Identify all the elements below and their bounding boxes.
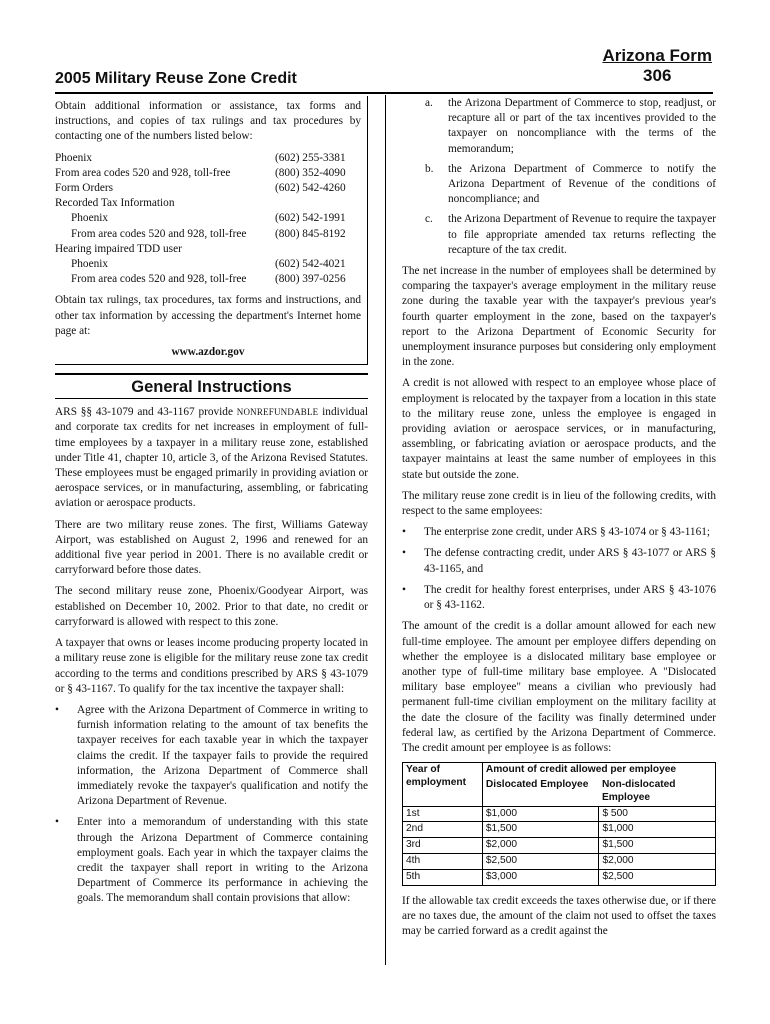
- list-item: • The enterprise zone credit, under ARS § 43-1074 or § 43-1161;: [402, 525, 716, 540]
- table-cell-dislocated: $1,000: [482, 806, 599, 822]
- contact-label: Phoenix: [55, 151, 93, 164]
- table-cell-dislocated: $1,500: [482, 822, 599, 838]
- section-rule: [55, 373, 368, 375]
- bullet-list: [402, 525, 716, 613]
- list-marker: c.: [425, 213, 433, 226]
- section-heading: General Instructions: [55, 376, 368, 399]
- paragraph: There are two military reuse zones. The first, Williams Gateway Airport, was established on August 2, 1996 and renewed for an additional five year period in 2001. There is no available credit or carryforward before those dates.: [55, 518, 368, 577]
- list-text: the Arizona Department of Revenue to require the taxpayer to file appropriate amended tax returns reflecting the recapture of the tax credit.: [448, 213, 716, 256]
- table-cell-dislocated: $2,000: [482, 838, 599, 854]
- contact-label: Form Orders: [55, 182, 114, 195]
- table-cell-year: 4th: [403, 853, 483, 869]
- form-number: [602, 46, 712, 86]
- list-item: [402, 212, 716, 258]
- paragraph: A taxpayer that owns or leases income producing property located in a military reuse zone is eligible for the military reuse zone tax credit according to the terms and conditions prescribed by ARS § 43-1079 or § 43-1167. To qualify for the tax incentive the taxpayer shall:: [55, 637, 368, 695]
- text-span: ARS §§ 43-1079 and 43-1167 provide: [55, 406, 237, 419]
- table-cell-year: 1st: [403, 806, 483, 822]
- list-text: the Arizona Department of Commerce to stop, readjust, or recapture all or part of the tax incentives provided to the taxpayer on noncompliance with the terms of the memorandum;: [448, 97, 716, 155]
- list-item: • Agree with the Arizona Department of Commerce in writing to furnish information relating to the amount of tax benefits the taxpayer receives for each taxable year in which the taxpayer claims the credit. If the taxpayer fails to provide the required information, the Arizona Department of Commerce shall immediately revoke the taxpayer's qualification and notify the Arizona Department of Revenue.: [55, 703, 368, 809]
- table-cell-non-dislocated: $2,000: [599, 853, 716, 869]
- contact-row: [55, 181, 361, 196]
- list-item: [402, 162, 716, 208]
- contact-row: [55, 166, 361, 181]
- title-rule: [55, 92, 713, 94]
- credit-amount-table: [402, 762, 716, 885]
- form-number-line1: Arizona Form: [602, 46, 712, 65]
- contact-number: (602) 542-4260: [275, 182, 346, 195]
- column-divider: [385, 95, 386, 965]
- contact-label: From area codes 520 and 928, toll-free: [55, 166, 231, 179]
- paragraph: The net increase in the number of employees shall be determined by comparing the taxpayer's average employment in the military reuse zone during the taxable year with the taxpayer's previous year's fourth quarter employment in the zone, based on the taxpayer's report to the Arizona Department of Economic Security for unemployment insurance purposes but considering only employment in the zone.: [402, 265, 716, 369]
- bullet-list: [55, 703, 368, 907]
- text-span: individual and corporate tax credits for net increases in employment of full-time employees by a taxpayer in a military reuse zone, established under Title 41, chapter 10, article 3, of the Arizona Revised Statutes. These employees must be engaged primarily in providing aviation or aerospace services, or in manufacturing, assembling, or fabricating aviation or aerospace products.: [55, 406, 368, 510]
- document-title: 2005 Military Reuse Zone Credit: [55, 70, 297, 87]
- form-number-line2: 306: [643, 66, 672, 85]
- contact-row: [55, 242, 361, 257]
- list-item: • The defense contracting credit, under ARS § 43-1077 or ARS § 43-1165, and: [402, 546, 716, 576]
- contact-number: (800) 397-0256: [275, 273, 346, 286]
- paragraph: The military reuse zone credit is in lieu of the following credits, with respect to the same employees:: [402, 489, 716, 518]
- table-row: [403, 853, 716, 869]
- table-header-dislocated: Dislocated Employee: [485, 778, 589, 790]
- contact-row: [55, 272, 361, 287]
- contact-row: [55, 257, 361, 272]
- table-cell-dislocated: $3,000: [482, 869, 599, 885]
- table-cell-year: 3rd: [403, 838, 483, 854]
- table-cell-year: 5th: [403, 869, 483, 885]
- contact-row: [55, 227, 361, 242]
- table-cell-non-dislocated: $1,000: [599, 822, 716, 838]
- table-cell-dislocated: $2,500: [482, 853, 599, 869]
- table-row: [403, 822, 716, 838]
- table-header-amount: Amount of credit allowed per employee: [482, 763, 715, 778]
- contact-label: Recorded Tax Information: [55, 197, 175, 210]
- contact-number: [275, 242, 361, 257]
- list-item: • The credit for healthy forest enterprises, under ARS § 43-1076 or § 43-1162.: [402, 583, 716, 613]
- contact-label: From area codes 520 and 928, toll-free: [71, 227, 247, 240]
- contact-number: (602) 542-1991: [275, 212, 346, 225]
- table-row: [403, 806, 716, 822]
- info-intro: Obtain additional information or assistance, tax forms and instructions, and copies of tax rulings and tax procedures by contacting one of the numbers listed below:: [55, 100, 361, 143]
- nonrefundable-term: NONREFUNDABLE: [236, 407, 319, 418]
- left-column: [55, 96, 368, 913]
- website-link[interactable]: www.azdor.gov: [171, 346, 245, 359]
- table-header-year: Year of employment: [403, 763, 483, 806]
- list-item: [402, 96, 716, 157]
- contact-label: Hearing impaired TDD user: [55, 242, 182, 255]
- list-marker: a.: [425, 97, 433, 109]
- list-item: • Enter into a memorandum of understanding with this state through the Arizona Department of Commerce containing employment goals. Each year in which the taxpayer claims the credit the taxpayer shall report in writing to the Arizona Department of Commerce its performance in achieving the goals. The memorandum shall contain provisions that allow:: [55, 815, 368, 906]
- table-cell-year: 2nd: [403, 822, 483, 838]
- contact-row: [55, 211, 361, 226]
- contact-label: From area codes 520 and 928, toll-free: [71, 273, 247, 286]
- list-marker: b.: [425, 162, 434, 175]
- paragraph: If the allowable tax credit exceeds the taxes otherwise due, or if there are no taxes due, the amount of the claim not used to offset the taxes may be carried forward as a credit against the: [402, 894, 716, 937]
- contact-number: (602) 255-3381: [275, 151, 346, 164]
- table-cell-non-dislocated: $ 500: [599, 806, 716, 822]
- right-column: [402, 96, 716, 945]
- contact-row: [55, 196, 361, 211]
- contact-number: (800) 845-8192: [275, 227, 346, 240]
- contact-label: Phoenix: [71, 258, 109, 271]
- table-header-non-dislocated: Non-dislocated Employee: [599, 778, 716, 806]
- contact-number: [275, 196, 361, 211]
- paragraph: [55, 405, 368, 511]
- lettered-list: [402, 96, 716, 258]
- contact-number: (602) 542-4021: [275, 258, 346, 271]
- paragraph: A credit is not allowed with respect to an employee whose place of employment is relocated by the taxpayer from a location in this state to the military reuse zone, unless the employee is engaged in providing aviation or aerospace services, or in manufacturing, assembling, or fabricating aviation or aerospace products, and the taxpayer maintains at least the same number of employees in this state but outside the zone.: [402, 377, 716, 481]
- table-row: [403, 838, 716, 854]
- info-outro: Obtain tax rulings, tax procedures, tax forms and instructions, and other tax information by accessing the department's Internet home page at:: [55, 294, 361, 337]
- contact-list: [55, 151, 361, 288]
- table-row: [403, 869, 716, 885]
- contact-info-box: [55, 96, 368, 365]
- contact-label: Phoenix: [71, 212, 109, 225]
- list-text: the Arizona Department of Commerce to notify the Arizona Department of Revenue of the conditions of noncompliance; and: [448, 162, 716, 206]
- paragraph: The second military reuse zone, Phoenix/Goodyear Airport, was established on December 10, 2002. Prior to that date, no credit or carryforward is allowed with respect to this zone.: [55, 585, 368, 628]
- table-cell-non-dislocated: $1,500: [599, 838, 716, 854]
- paragraph: The amount of the credit is a dollar amount allowed for each new full-time employee. The amount per employee differs depending on whether the employee is a dislocated military base employee or another type of full-time military base employee. A "Dislocated military base employee" means a civilian who previously had permanent full-time civilian employment on the military facility at the date the closure of the facility was finally determined under federal law, as certified by the Arizona Department of Commerce. The credit amount per employee is as follows:: [402, 620, 716, 754]
- contact-row: [55, 151, 361, 166]
- contact-number: (800) 352-4090: [275, 166, 346, 179]
- table-cell-non-dislocated: $2,500: [599, 869, 716, 885]
